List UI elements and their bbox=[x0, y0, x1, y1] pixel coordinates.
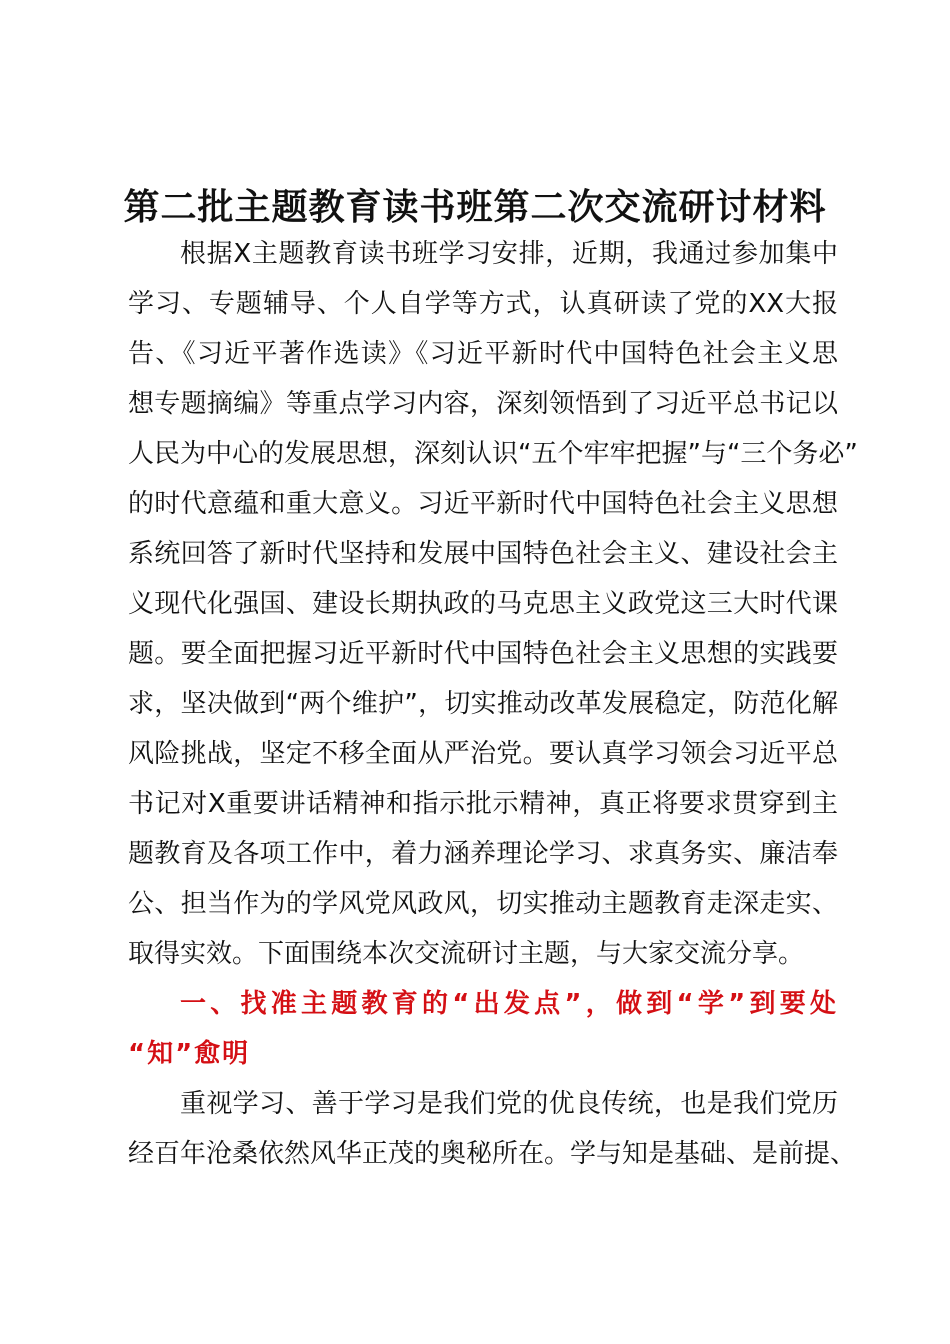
paragraph-line: 重视学习、善于学习是我们党的优良传统，也是我们党历 bbox=[180, 1089, 838, 1119]
document-title: 第二批主题教育读书班第二次交流研讨材料 bbox=[123, 187, 827, 228]
paragraph-line: 风险挑战，坚定不移全面从严治党。要认真学习领会习近平总 bbox=[128, 739, 838, 769]
paragraph-line: 题教育及各项工作中，着力涵养理论学习、求真务实、廉洁奉 bbox=[128, 839, 838, 869]
paragraph-line: 根据X主题教育读书班学习安排，近期，我通过参加集中 bbox=[180, 239, 838, 269]
paragraph-line: 告、《习近平著作选读》《习近平新时代中国特色社会主义思 bbox=[128, 339, 838, 369]
paragraph-line: 义现代化强国、建设长期执政的马克思主义政党这三大时代课 bbox=[128, 589, 838, 619]
paragraph-line: 想专题摘编》等重点学习内容，深刻领悟到了习近平总书记以 bbox=[128, 389, 838, 419]
paragraph-line: 人民为中心的发展思想，深刻认识“五个牢牢把握”与“三个务必” bbox=[128, 439, 858, 469]
paragraph-line: 求，坚决做到“两个维护”，切实推动改革发展稳定，防范化解 bbox=[128, 689, 838, 719]
paragraph-line: 学习、专题辅导、个人自学等方式，认真研读了党的XX大报 bbox=[128, 289, 838, 319]
paragraph-line: 题。要全面把握习近平新时代中国特色社会主义思想的实践要 bbox=[128, 639, 838, 669]
paragraph-line: 的时代意蕴和重大意义。习近平新时代中国特色社会主义思想 bbox=[128, 489, 838, 519]
section-heading: “知”愈明 bbox=[128, 1039, 251, 1069]
paragraph-line: 书记对X重要讲话精神和指示批示精神，真正将要求贯穿到主 bbox=[128, 789, 838, 819]
section-heading: 一、找准主题教育的“出发点”，做到“学”到要处 bbox=[180, 989, 838, 1019]
paragraph-line: 经百年沧桑依然风华正茂的奥秘所在。学与知是基础、是前提、 bbox=[128, 1139, 857, 1169]
paragraph-line: 取得实效。下面围绕本次交流研讨主题，与大家交流分享。 bbox=[128, 939, 805, 969]
paragraph-line: 公、担当作为的学风党风政风，切实推动主题教育走深走实、 bbox=[128, 889, 838, 919]
paragraph-line: 系统回答了新时代坚持和发展中国特色社会主义、建设社会主 bbox=[128, 539, 838, 569]
